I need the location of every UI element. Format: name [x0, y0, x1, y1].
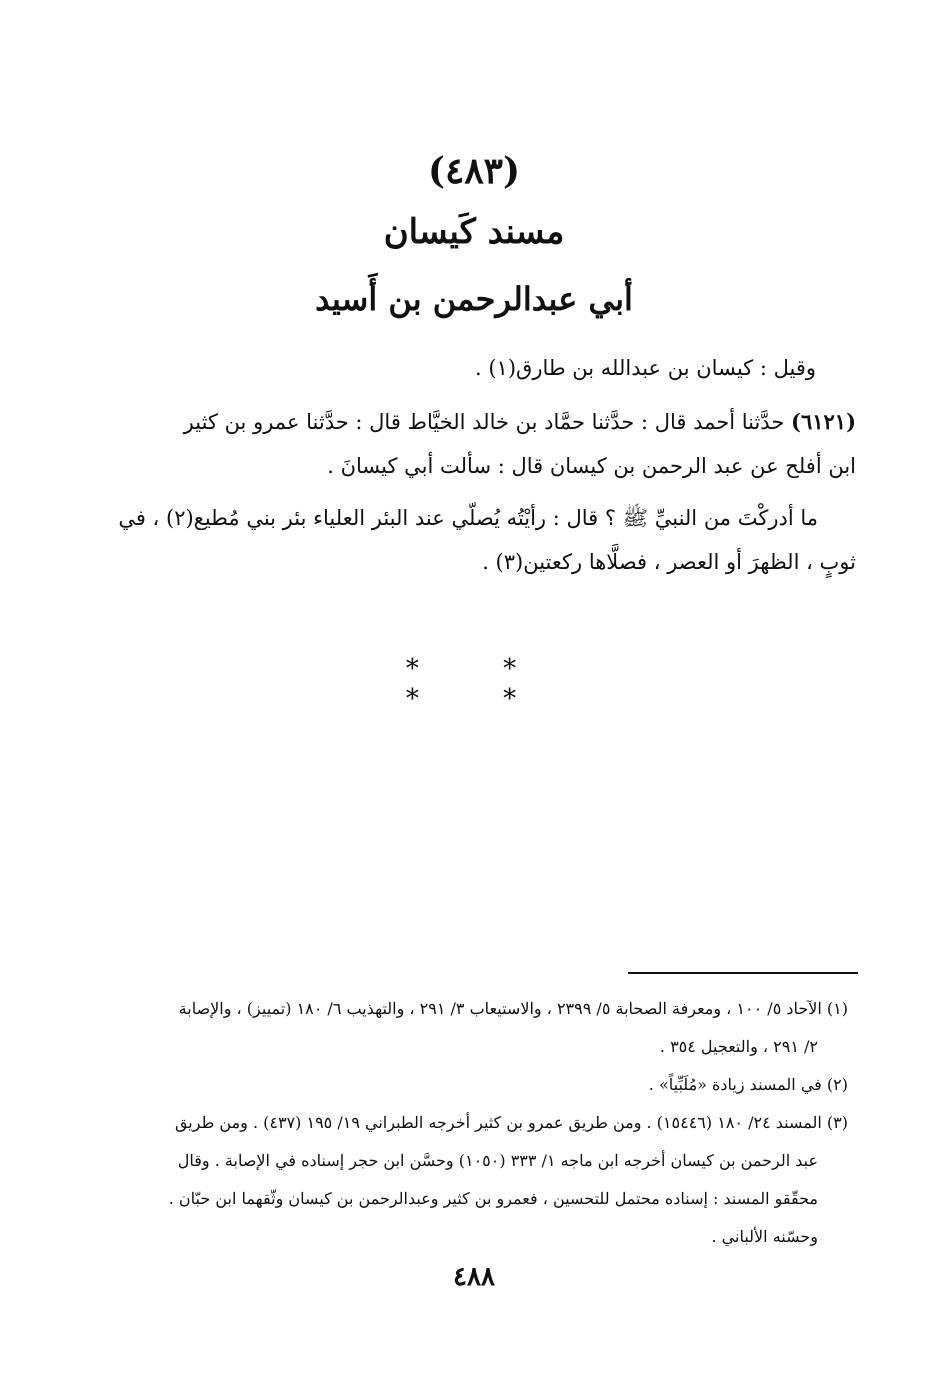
footnote-3-line-3: محقّقو المسند : إسناده محتمل للتحسين ، فعمرو بن كثير وعبدالرحمن بن كيسان وثّقهما ابن حبّان .	[168, 1189, 818, 1208]
alias-text: وقيل : كيسان بن عبدالله بن طارق(١) .	[475, 356, 816, 380]
paragraph-alias	[108, 346, 856, 390]
footnotes	[108, 990, 848, 1256]
footnote-3-line-2: عبد الرحمن بن كيسان أخرجه ابن ماجه ١/ ٣٣٣ (١٠٥٠) وحسَّن ابن حجر إسناده في الإصابة . وقال	[177, 1151, 818, 1170]
section-separator: * * * *	[405, 654, 555, 714]
paragraph-hadith-chain	[108, 400, 856, 488]
hadith-number: (٦١٢١)	[791, 409, 856, 434]
section-number: (٤٨٣)	[427, 150, 521, 192]
footnote-1	[108, 990, 848, 1066]
footnote-3-line-4: وحسّنه الألباني .	[711, 1227, 818, 1246]
footnote-rule	[628, 972, 858, 974]
hadith-chain-line-2: ابن أفلح عن عبد الرحمن بن كيسان قال : سألت أبي كيسانَ .	[327, 454, 856, 478]
footnote-3-line-1: (٣) المسند ٢٤/ ١٨٠ (١٥٤٤٦) . ومن طريق عمرو بن كثير أخرجه الطبراني ١٩/ ١٩٥ (٤٣٧) . ومن طريق	[174, 1113, 848, 1132]
footnote-3	[108, 1104, 848, 1256]
footnote-1-line-2: ٢/ ٢٩١ ، والتعجيل ٣٥٤ .	[659, 1037, 818, 1056]
footnote-1-line-1: (١) الآحاد ٥/ ١٠٠ ، ومعرفة الصحابة ٥/ ٢٣٩٩ ، والاستيعاب ٣/ ٢٩١ ، والتهذيب ٦/ ١٨٠ (تمييز) ، والإصابة	[178, 999, 848, 1018]
hadith-chain-line-1	[108, 400, 856, 444]
hadith-text-line-1: ما أدركْتَ من النبيِّ ﷺ ؟ قال : رأيْتُه يُصلّي عند البئر العلياء بئر بني مُطيع(٢) ، في	[118, 506, 818, 530]
page-number: ٤٨٨	[453, 1262, 495, 1292]
footnote-2-line-1: (٢) في المسند زيادة «مُلَبِّياً» .	[648, 1075, 848, 1094]
paragraph-hadith-text	[108, 496, 856, 584]
hadith-chain-text-1: حدَّثنا أحمد قال : حدَّثنا حمَّاد بن خالد الخيَّاط قال : حدَّثنا عمرو بن كثير	[183, 410, 785, 434]
footnote-2	[108, 1066, 848, 1104]
chapter-title: مسند كَيسان	[383, 212, 565, 252]
chapter-subtitle: أبي عبدالرحمن بن أَسيد	[315, 280, 633, 318]
hadith-text-line-2: ثوبٍ ، الظهرَ أو العصر ، فصلَّاها ركعتين(٣) .	[482, 550, 856, 574]
